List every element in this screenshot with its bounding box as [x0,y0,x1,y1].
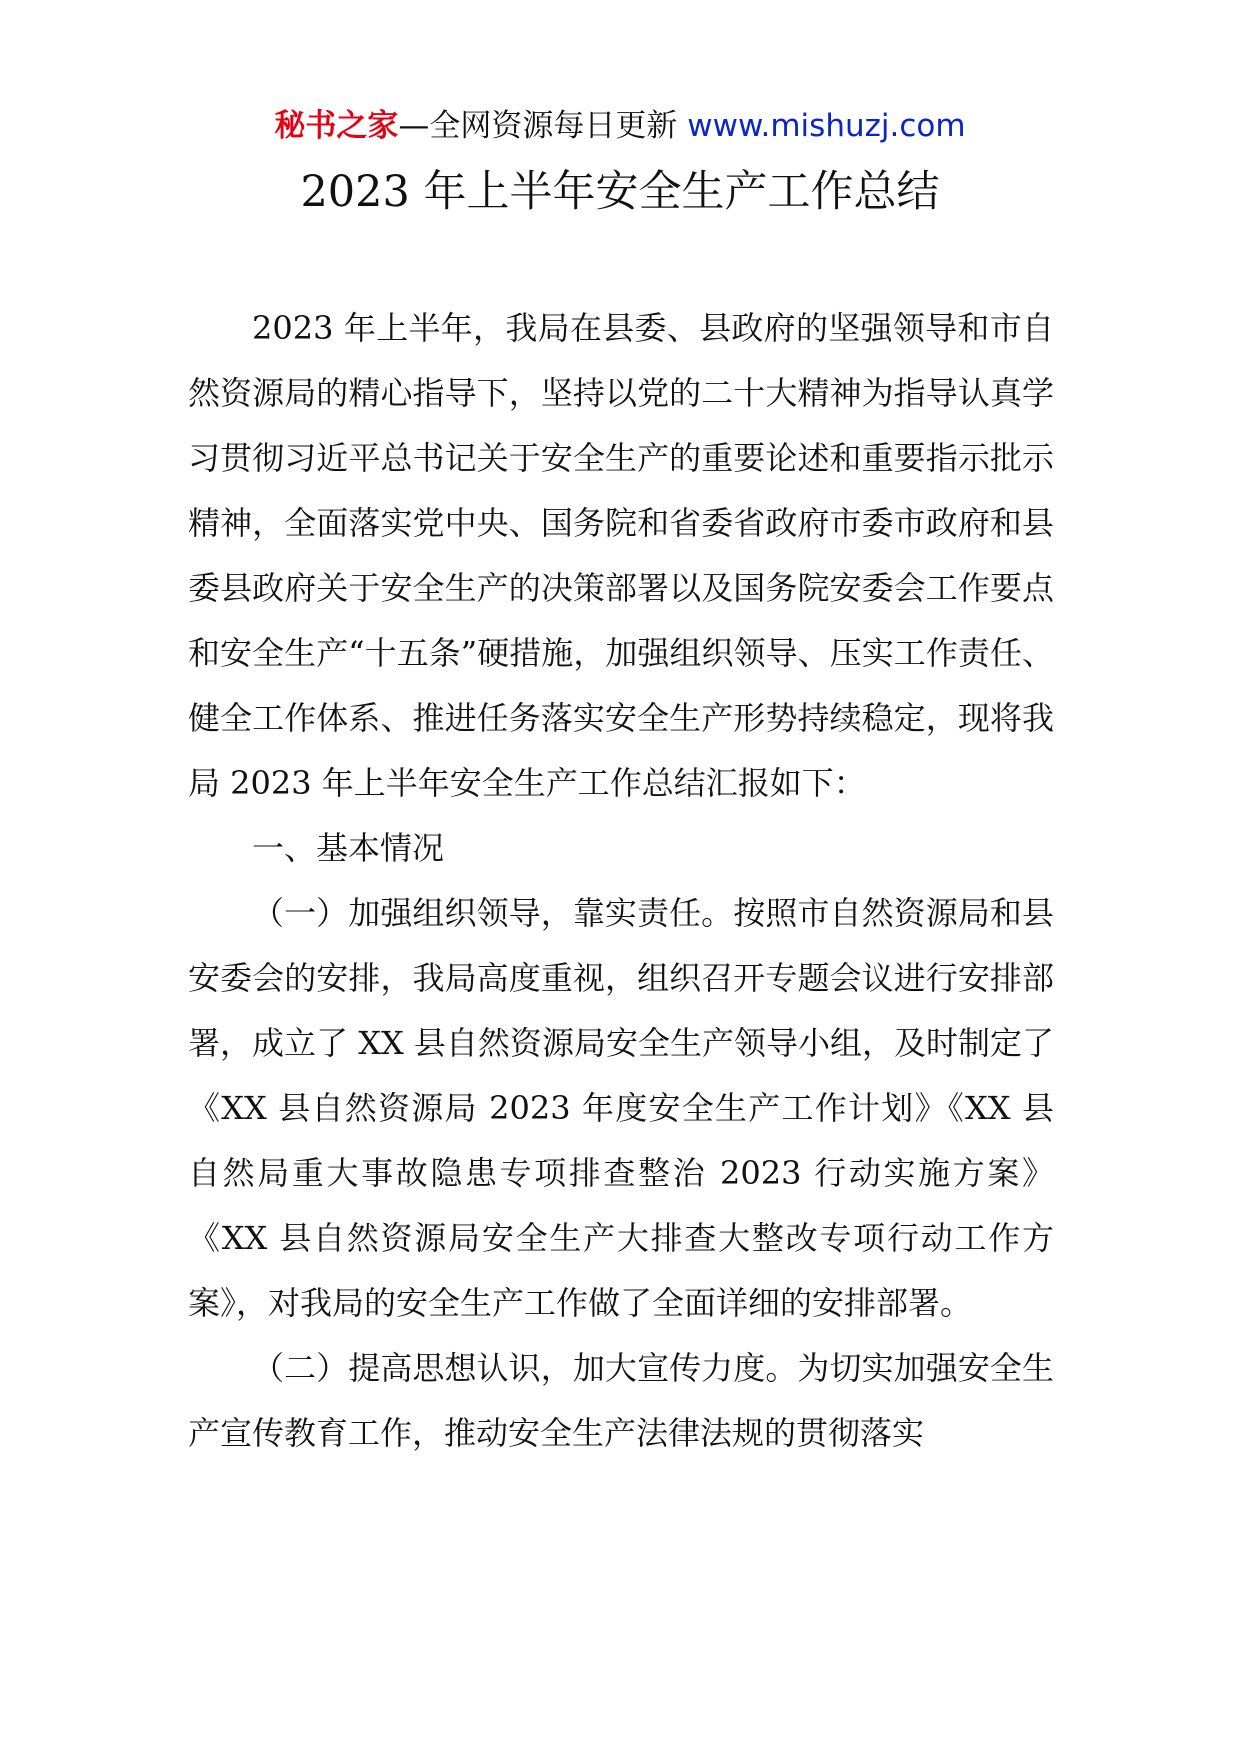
document-title: 2023 年上半年安全生产工作总结 [300,167,940,217]
body-paragraph: （二）提高思想认识，加大宣传力度。为切实加强安全生产宣传教育工作，推动安全生产法律法规的贯彻落实 [188,1349,1054,1452]
page-header [0,104,1240,148]
site-url-link[interactable]: www.mishuzj.com [687,108,966,144]
document-body [188,296,1054,1466]
header-tagline: —全网资源每日更新 [398,108,688,144]
section-heading: 一、基本情况 [252,829,445,867]
body-paragraph: （一）加强组织领导，靠实责任。按照市自然资源局和县安委会的安排，我局高度重视，组织召开专题会议进行安排部署，成立了 XX 县自然资源局安全生产领导小组，及时制定了《XX 县自然资源局 2023 年度安全生产工作计划》《XX 县自然局重大事故隐患专项排查整治 2023 行动实施方案》《XX 县自然资源局安全生产大排查大整改专项行动工作方案》，对我局的安全生产工作做了全面详细的安排部署。 [188,894,1054,1322]
brand-name: 秘书之家 [274,108,399,144]
intro-paragraph: 2023 年上半年，我局在县委、县政府的坚强领导和市自然资源局的精心指导下，坚持以党的二十大精神为指导认真学习贯彻习近平总书记关于安全生产的重要论述和重要指示批示精神，全面落实党中央、国务院和省委省政府市委市政府和县委县政府关于安全生产的决策部署以及国务院安委会工作要点和安全生产“十五条”硬措施，加强组织领导、压实工作责任、健全工作体系、推进任务落实安全生产形势持续稳定，现将我局 2023 年上半年安全生产工作总结汇报如下： [188,309,1054,802]
